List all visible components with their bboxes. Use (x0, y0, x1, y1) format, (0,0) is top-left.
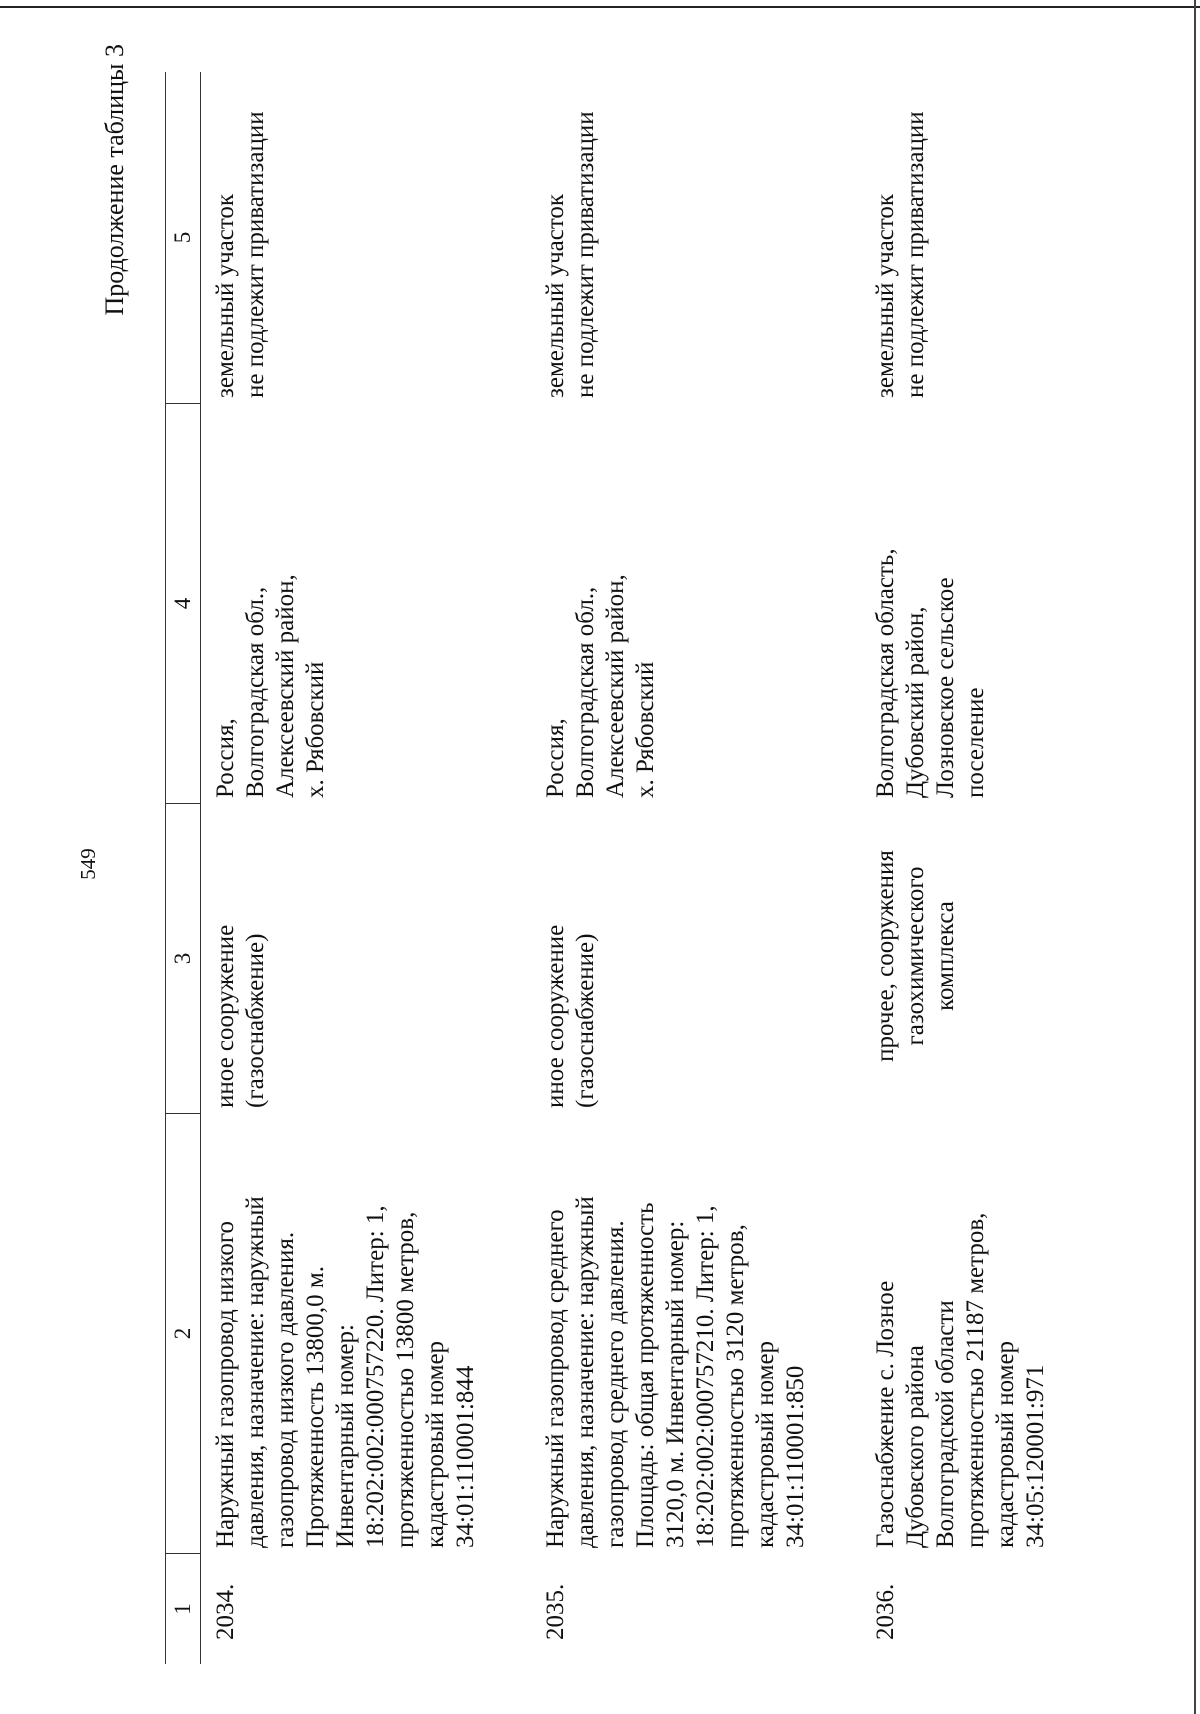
object-address: Россия, Волгоградская обл., Алексеевский район, х. Рябовский (212, 574, 329, 798)
object-type: иное сооружение (газоснабжение) (542, 924, 599, 1108)
object-address: Россия, Волгоградская обл., Алексеевский район, х. Рябовский (542, 574, 659, 798)
row-number: 2036. (872, 1583, 899, 1640)
object-address: Волгоградская область, Дубовский район, Лозновское сельское поселение (872, 548, 989, 798)
header-col-5: 5 (165, 72, 201, 404)
table-header-row (165, 72, 201, 1664)
table-row (201, 72, 531, 1664)
privatization-note: земельный участок не подлежит приватизации (212, 111, 269, 398)
privatization-note: земельный участок не подлежит приватизации (872, 111, 929, 398)
row-number: 2034. (212, 1583, 239, 1640)
property-table (165, 72, 1191, 1664)
page-number: 549 (76, 848, 100, 880)
privatization-note: земельный участок не подлежит приватизации (542, 111, 599, 398)
object-description: Газоснабжение с. Лозное Дубовского района Волгоградской области протяженностью 21187 метров, кадастровый номер 34:05:120001:971 (872, 1212, 1049, 1548)
header-col-1: 1 (165, 1554, 201, 1664)
table-row (531, 72, 861, 1664)
header-col-3: 3 (165, 804, 201, 1114)
object-type: иное сооружение (газоснабжение) (212, 924, 269, 1108)
table-row (861, 72, 1191, 1664)
header-col-4: 4 (165, 404, 201, 804)
object-type: прочее, сооружения газохимического комплекса (872, 850, 959, 1062)
object-description: Наружный газопровод низкого давления, назначение: наружный газопровод низкого давления. Протяженность 13800,0 м. Инвентарный номер: 18:202:002:000757220. Литер: 1, протяженностью 13800 метров, кадастровый номер 34:01:110001:844 (212, 1196, 479, 1548)
header-col-2: 2 (165, 1114, 201, 1554)
object-description: Наружный газопровод среднего давления, назначение: наружный газопровод среднего давления. Площадь: общая протяженность 3120,0 м. Инвентарный номер: 18:202:002:000757210. Литер: 1, протяженностью 3120 метров, кадастровый номер 34:01:110001:850 (542, 1196, 809, 1548)
row-number: 2035. (542, 1583, 569, 1640)
table-caption: Продолжение таблицы 3 (100, 44, 129, 316)
